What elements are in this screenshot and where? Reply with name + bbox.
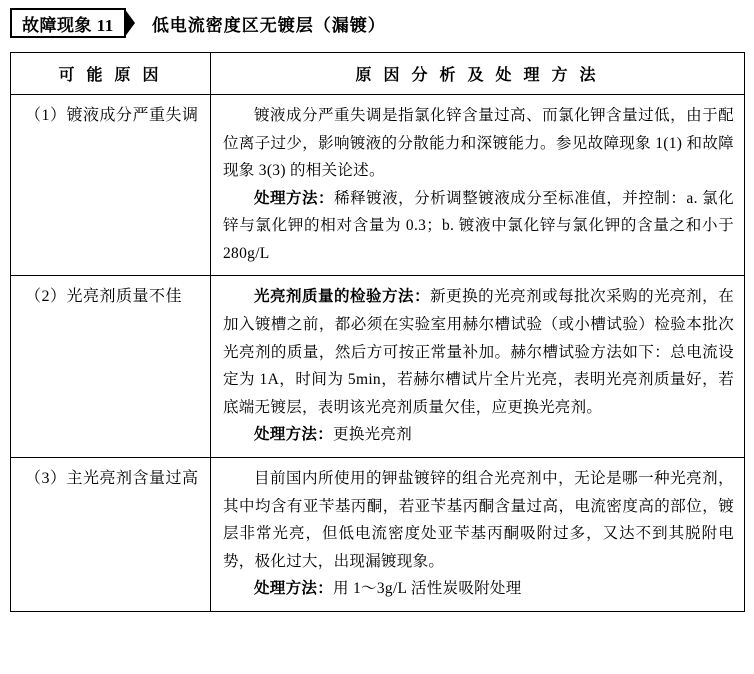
table-row bbox=[11, 276, 745, 457]
analysis-cell bbox=[211, 276, 745, 457]
paragraph-label: 处理方法： bbox=[254, 189, 335, 207]
table-row bbox=[11, 457, 745, 611]
fault-header bbox=[10, 8, 744, 38]
paragraph-text: 稀释镀液，分析调整镀液成分至标准值，并控制：a. 氯化锌与氯化钾的相对含量为 0.3；b. 镀液中氯化锌与氯化钾的含量之和小于 280g/L bbox=[223, 189, 734, 262]
paragraph-text: 更换光亮剂 bbox=[333, 426, 413, 444]
paragraph-text: 用 1～3g/L 活性炭吸附处理 bbox=[333, 580, 522, 598]
paragraph-text: 目前国内所使用的钾盐镀锌的组合光亮剂中，无论是哪一种光亮剂，其中均含有亚苄基丙酮，若亚苄基丙酮含量过高，电流密度高的部位，镀层非常光亮，但低电流密度处亚苄基丙酮吸附过多，又达不到其脱附电势，极化过大，出现漏镀现象。 bbox=[223, 469, 734, 570]
paragraph-text: 新更换的光亮剂或每批次采购的光亮剂，在加入镀槽之前，都必须在实验室用赫尔槽试验（或小槽试验）检验本批次光亮剂的质量，然后方可按正常量补加。赫尔槽试验方法如下：总电流设定为 1A，时间为 5min，若赫尔槽试片全片光亮，表明光亮剂质量好，若底端无镀层，表明该光亮剂质量欠佳，应更换光亮剂。 bbox=[223, 288, 734, 416]
column-header-analysis: 原 因 分 析 及 处 理 方 法 bbox=[211, 53, 745, 95]
table-header-row bbox=[11, 53, 745, 95]
analysis-paragraph bbox=[223, 102, 734, 185]
paragraph-label: 处理方法： bbox=[254, 426, 334, 444]
analysis-paragraph bbox=[223, 575, 734, 603]
analysis-cell bbox=[211, 95, 745, 276]
cause-cell: （2）光亮剂质量不佳 bbox=[11, 276, 211, 457]
cause-cell: （3）主光亮剂含量过高 bbox=[11, 457, 211, 611]
fault-title: 低电流密度区无镀层（漏镀） bbox=[151, 15, 386, 35]
paragraph-label: 处理方法： bbox=[254, 580, 334, 598]
analysis-paragraph bbox=[223, 283, 734, 421]
fault-table bbox=[10, 52, 745, 612]
table-row bbox=[11, 95, 745, 276]
paragraph-label: 光亮剂质量的检验方法： bbox=[254, 288, 431, 306]
paragraph-text: 镀液成分严重失调是指氯化锌含量过高、而氯化钾含量过低，由于配位离子过少，影响镀液的分散能力和深镀能力。参见故障现象 1(1) 和故障现象 3(3) 的相关论述。 bbox=[223, 107, 734, 180]
analysis-cell bbox=[211, 457, 745, 611]
analysis-paragraph bbox=[223, 421, 734, 449]
column-header-cause: 可 能 原 因 bbox=[11, 53, 211, 95]
table-body bbox=[11, 95, 745, 612]
cause-cell: （1）镀液成分严重失调 bbox=[11, 95, 211, 276]
analysis-paragraph bbox=[223, 185, 734, 268]
analysis-paragraph bbox=[223, 465, 734, 575]
fault-number-tag: 故障现象 11 bbox=[10, 8, 126, 38]
